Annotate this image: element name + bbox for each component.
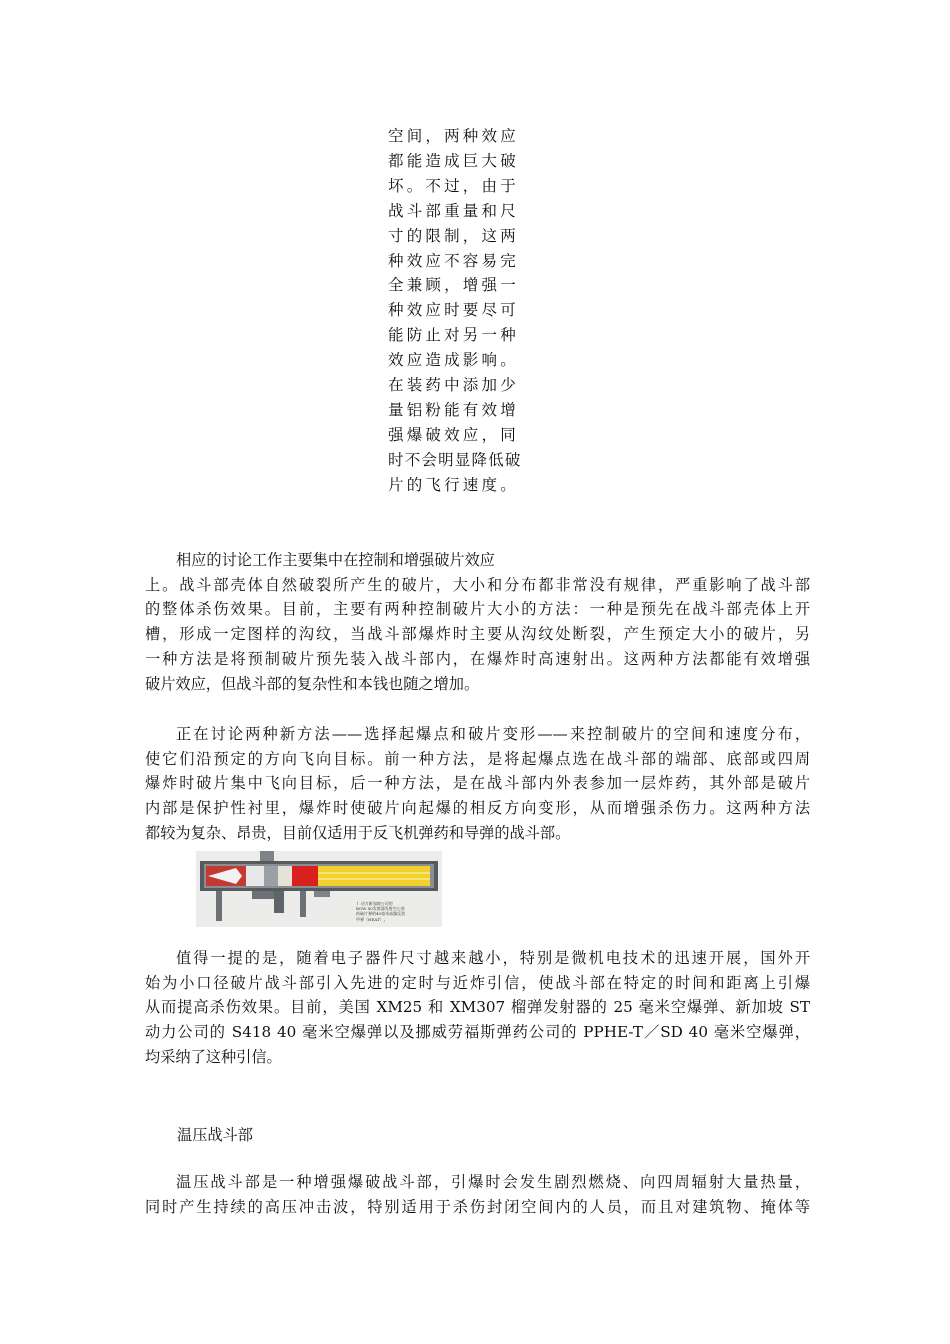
narrow-line: 种效应时要尽可 [388,301,519,320]
narrow-line: 在装药中添加少 [388,376,519,395]
figure-caption-line: ↑ 动力新加坡公司的 [356,901,393,906]
figure-caption [356,901,442,922]
paragraph-line: 温压战斗部是一种增强爆破战斗部，引爆时会发生剧烈燃烧、向四周辐射大量热量， [176,1173,810,1191]
narrow-line: 战斗部重量和尺 [388,201,519,220]
paragraph-line: 的整体杀伤效果。目前，主要有两种控制破片大小的方法：一种是预先在战斗部壳体上开 [145,600,810,619]
paragraph-line: 值得一提的是，随着电子器件尺寸越来越小，特别是微机电技术的迅速开展，国外开 [176,949,810,967]
paragraph-line: 都较为复杂、昂贵，目前仅适用于反飞机弹药和导弹的战斗部。 [145,823,571,842]
paragraph-line: 从而提高杀伤效果。目前，美国 XM25 和 XM307 榴弹发射器的 25 毫米空爆弹、新加坡 ST [145,998,810,1017]
narrow-line: 空间，两种效应 [388,127,519,145]
figure-caption-line: BOW 40发射器发射空心装 [356,906,405,912]
narrow-line: 能防止对另一种 [388,326,519,345]
narrow-line: 片的飞行速度。 [388,475,519,494]
narrow-line: 种效应不容易完 [388,251,519,270]
paragraph-line: 槽，形成一定图样的沟纹，当战斗部爆炸时主要从沟纹处断裂，产生预定大小的破片，另 [145,625,810,644]
narrow-line: 寸的限制，这两 [388,226,519,245]
paragraph-line: 同时产生持续的高压冲击波，特别适用于杀伤封闭空间内的人员，而且对建筑物、掩体等 [145,1197,810,1216]
narrow-line: 全兼顾，增强一 [388,276,519,295]
paragraph-line: 均采纳了这种引信。 [145,1047,282,1066]
narrow-line: 强爆破效应，同 [388,425,519,444]
paragraph-new-methods [145,722,810,846]
narrow-line: 量铝粉能有效增 [388,400,519,419]
paragraph-line: 上。战斗部壳体自然破裂所产生的破片，大小和分布都非常没有规律，严重影响了战斗部 [145,575,810,594]
paragraph-line: 内部是保护性衬里，爆炸时使破片向起爆的相反方向变形，从而增强杀伤力。这两种方法 [145,799,810,818]
figure-caption-line: 药破片弹的40毫米高爆反装 [356,911,406,917]
paragraph-line: 始为小口径破片战斗部引入先进的定时与近炸引信，使战斗部在特定的时间和距离上引爆 [145,973,810,992]
section-heading: 温压战斗部 [177,1126,253,1144]
paragraph-line: 破片效应，但战斗部的复杂性和本钱也随之增加。 [145,674,480,693]
paragraph-line: 爆炸时破片集中飞向目标，后一种方法，是在战斗部内外表参加一层炸药，其外部是破片 [145,774,810,793]
narrow-line: 效应造成影响。 [388,351,519,370]
paragraph-line: 使它们沿预定的方向飞向目标。前一种方法，是将起爆点选在战斗部的端部、底部或四周 [145,749,810,768]
paragraph-line: 一种方法是将预制破片预先装入战斗部内，在爆炸时高速射出。这两种方法都能有效增强 [145,649,810,668]
paragraph-line: 正在讨论两种新方法——选择起爆点和破片变形——来控制破片的空间和速度分布， [176,725,810,743]
figure-caption-line: 甲弹（HEAT）。 [356,916,388,922]
paragraph-line: 动力公司的 S418 40 毫米空爆弹以及挪威劳福斯弹药公司的 PPHE-T／SD 40 毫米空爆弹， [145,1023,810,1042]
narrow-line: 都能造成巨大破 [388,151,519,170]
narrow-line: 时不会明显降低破 [388,450,522,469]
paragraph-fragment-control [145,548,810,696]
paragraph-fuzes [145,946,810,1070]
paragraph-line: 相应的讨论工作主要集中在控制和增强破片效应 [176,551,495,569]
narrow-line: 坏。不过，由于 [388,176,519,195]
narrow-text-column [388,124,538,498]
paragraph-thermobaric [145,1170,810,1219]
